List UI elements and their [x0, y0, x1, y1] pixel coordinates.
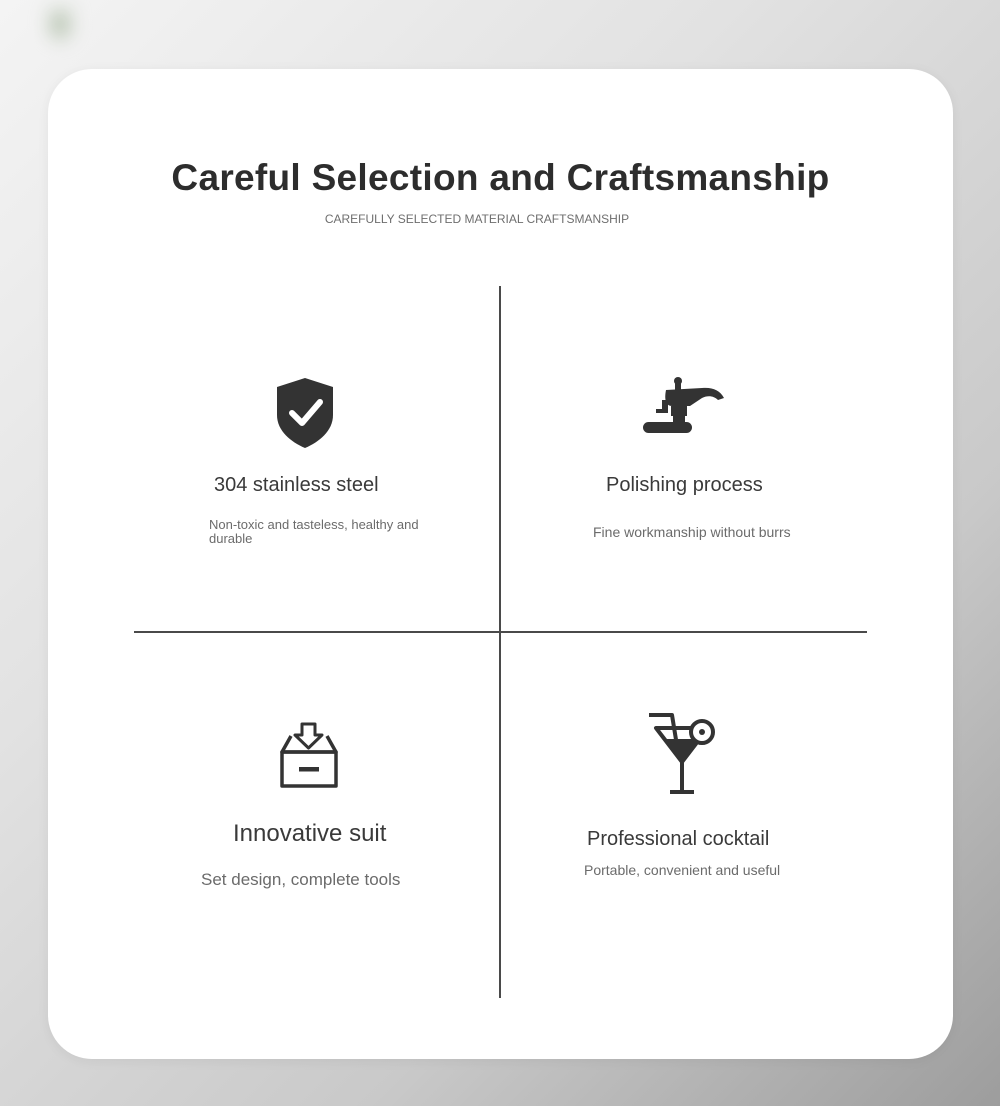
- feature-title-polishing: Polishing process: [606, 474, 763, 496]
- cocktail-glass-icon: [648, 712, 720, 796]
- page-title: Careful Selection and Craftsmanship: [171, 157, 830, 198]
- polisher-icon: [642, 376, 726, 436]
- page-subtitle: CAREFULLY SELECTED MATERIAL CRAFTSMANSHIP: [324, 212, 630, 226]
- feature-title-innovative-suit: Innovative suit: [233, 820, 387, 847]
- feature-desc-polishing: Fine workmanship without burrs: [593, 524, 791, 540]
- feature-desc-innovative-suit: Set design, complete tools: [201, 870, 401, 889]
- feature-title-stainless-steel: 304 stainless steel: [214, 474, 379, 496]
- shield-check-icon: [276, 377, 334, 449]
- background-plant-blur: [40, 0, 80, 48]
- feature-desc-cocktail: Portable, convenient and useful: [584, 862, 781, 878]
- feature-title-cocktail: Professional cocktail: [587, 828, 770, 850]
- storage-box-icon: [280, 722, 338, 789]
- horizontal-divider: [134, 631, 867, 633]
- vertical-divider: [499, 286, 501, 998]
- feature-card: [48, 69, 953, 1059]
- feature-desc-stainless-steel: Non-toxic and tasteless, healthy and durable: [209, 517, 419, 546]
